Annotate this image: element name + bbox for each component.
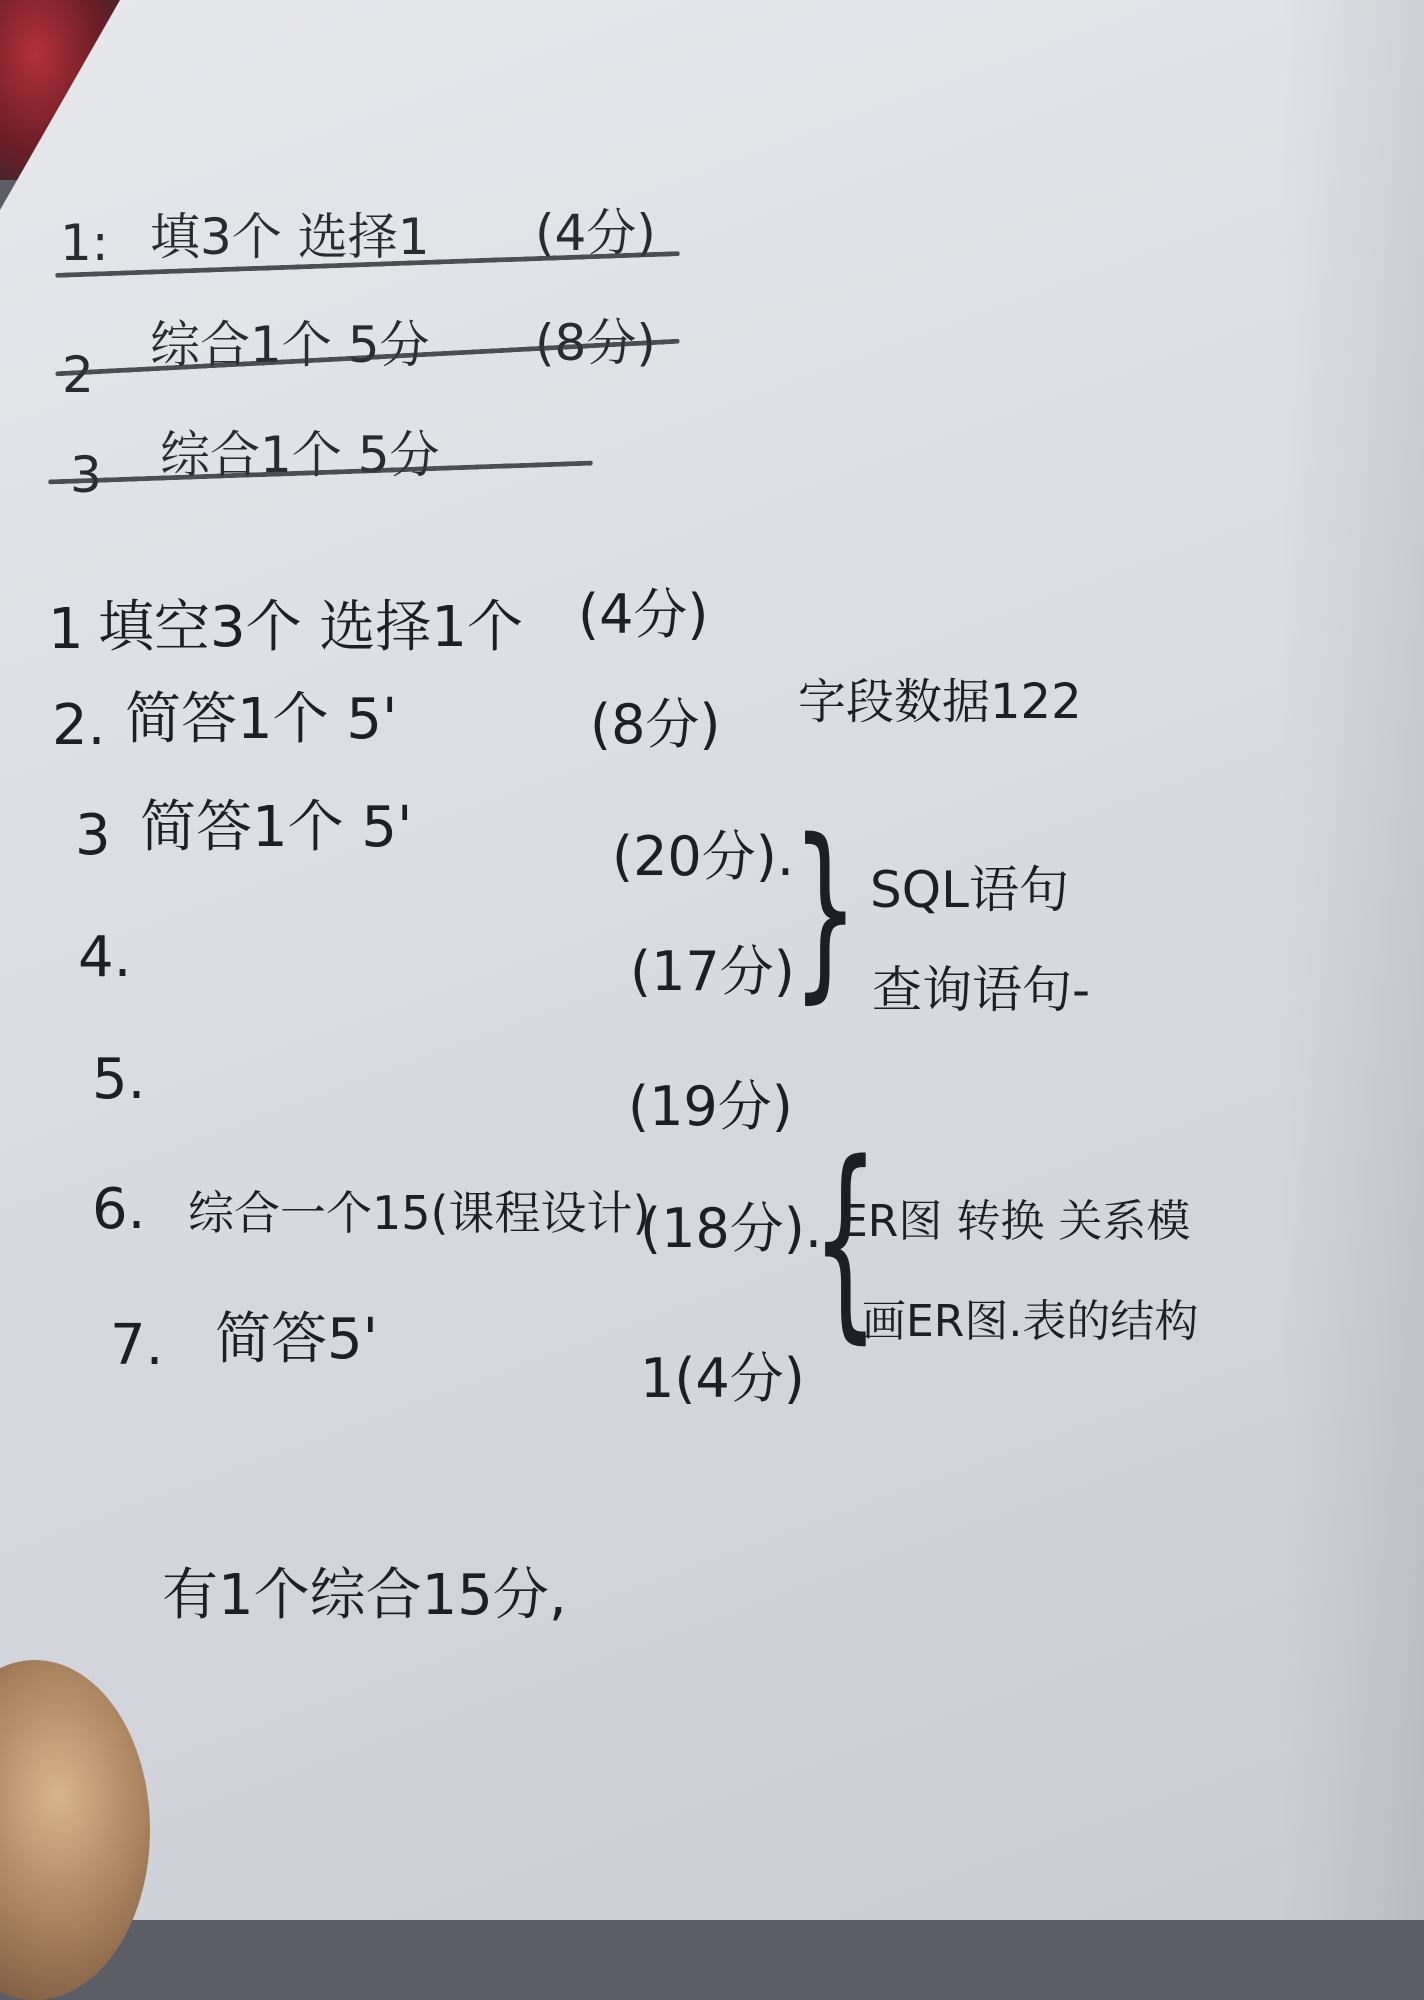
plan-item-score: (19分) (628, 1075, 793, 1138)
struck-line-2-text: 综合1个 5分 (150, 316, 430, 374)
plan-item-num: 2. (52, 693, 106, 758)
plan-item-text: 简答1个 5' (140, 795, 413, 860)
plan-item-num: 4. (78, 925, 132, 990)
plan-item-score: 1(4分) (640, 1347, 805, 1410)
struck-line-1-text: 填3个 选择1 (150, 208, 430, 266)
er-brace-icon: { (812, 1117, 879, 1362)
plan-item-num: 1 (48, 597, 84, 662)
plan-item-num: 7. (110, 1313, 164, 1378)
sql-note-line-1: SQL语句 (870, 861, 1069, 919)
plan-item-num: 3 (75, 803, 111, 868)
struck-line-1-score: (4分) (535, 204, 656, 262)
plan-item-num: 6. (92, 1177, 146, 1242)
er-note-line-2: 画ER图.表的结构 (862, 1296, 1199, 1347)
paper-shadow (1280, 0, 1424, 1920)
plan-item-score: (17分) (630, 940, 795, 1003)
plan-item-score: (4分) (578, 583, 709, 646)
sql-note-line-2: 查询语句- (872, 961, 1091, 1019)
struck-line-3-num: 3 (70, 446, 102, 504)
plan-item-score: (20分). (612, 825, 795, 888)
sql-brace-icon: } (792, 799, 859, 1020)
plan-item-num: 5. (92, 1047, 146, 1112)
plan-item-text: 简答1个 5' (125, 687, 398, 752)
plan-item-text: 填空3个 选择1个 (98, 595, 524, 660)
struck-line-2-score: (8分) (535, 314, 656, 372)
struck-line-2-num: 2 (62, 346, 94, 404)
footer-note: 有1个综合15分, (162, 1563, 567, 1628)
er-note-line-1: ER图 转换 关系模 (840, 1196, 1191, 1247)
struck-line-1-num: 1: (60, 214, 109, 272)
struck-line-3-text: 综合1个 5分 (160, 426, 440, 484)
plan-item-text: 综合一个15(课程设计) (188, 1186, 651, 1240)
side-note-field-data: 字段数据122 (798, 674, 1082, 730)
plan-item-text: 简答5' (215, 1307, 379, 1372)
plan-item-score: (18分). (640, 1197, 823, 1260)
plan-item-score: (8分) (590, 693, 721, 756)
